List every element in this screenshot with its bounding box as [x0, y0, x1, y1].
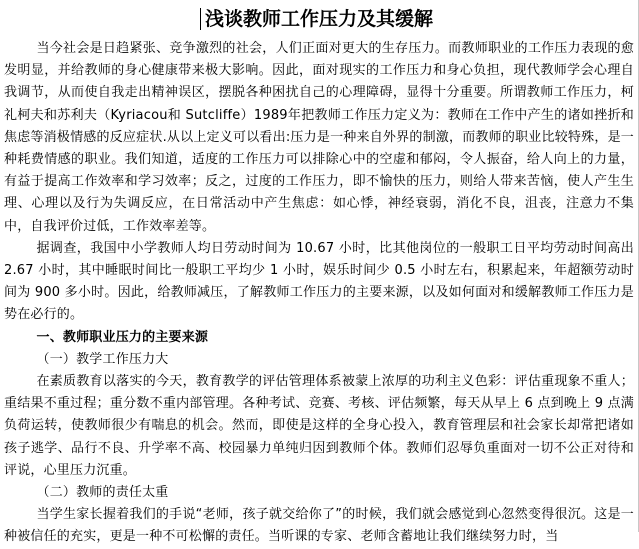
text-cursor	[200, 8, 201, 30]
article-title: 浅谈教师工作压力及其缓解	[205, 8, 434, 30]
paragraph-responsibility: 当学生家长握着我们的手说“老师，孩子就交给你了”的时候，我们就会感觉到心忽然变得很沉。这是一种被信任的充实，更是一种不可松懈的责任。当听课的专家、老师含蓄地让我们继续努力时，当	[4, 507, 634, 545]
paragraph-survey: 据调查，我国中小学教师人均日劳动时间为 10.67 小时，比其他岗位的一般职工日平均劳动时间高出 2.67 小时，其中睡眠时间比一般职工平均少 1 小时，娱乐时间少 0.5 小时左右，积累起来，年超额劳动时间为 900 多小时。因此，给教师减压，了解教师工作压力的主要来源，以及如何面对和缓解教师工作压力是势在必行的。	[4, 240, 634, 323]
subsection-heading-2: （二）教师的责任太重	[36, 485, 169, 501]
subsection-heading-1: （一）教学工作压力大	[36, 351, 169, 367]
paragraph-teaching-pressure: 在素质教育以落实的今天，教育教学的评估管理体系被蒙上浓厚的功利主义色彩：评估重现象不重人；重结果不重过程；重分数不重内部管理。各种考试、竞赛、考核、评估频繁，每天从早上 6 点到晚上 9 点满负荷运转，使教师很少有喘息的机会。然而，即使是这样的全身心投入，教育管理层和社会家长却常把诸如孩子逃学、品行不良、升学率不高、校园暴力单纯归因到教师个体。教师们忍辱负重面对一切不公正对待和评说，心里压力沉重。	[4, 374, 634, 478]
article-title-container	[200, 5, 433, 33]
article-body[interactable]	[4, 38, 634, 549]
section-heading-1: 一、教师职业压力的主要来源	[36, 329, 209, 345]
paragraph-intro: 当今社会是日趋紧张、竞争激烈的社会，人们正面对更大的生存压力。而教师职业的工作压力表现的愈发明显，并给教师的身心健康带来极大影响。因此，面对现实的工作压力和身心负担，现代教师学会心理自我调节，从而使自我走出精神误区，摆脱各种困扰自己的心理障碍，显得十分重要。所谓教师工作压力，柯礼柯夫和苏利夫（Kyriacou和 Sutcliffe）1989年把教师工作压力定义为：教师在工作中产生的诸如挫折和焦虑等消极情感的反应症状.从以上定义可以看出:压力是一种来自外界的制激，而教师的职业比较特殊，是一种耗费情感的职业。我们知道，适度的工作压力可以排除心中的空虚和郁闷，令人振奋，给人向上的力量，有益于提高工作效率和学习效率；反之，过度的工作压力，即不愉快的压力，则给人带来苦恼，使人产生生理、心理以及行为失调反应，在日常活动中产生焦虑：如心悸，神经衰弱，消化不良，沮丧，注意力不集中，自我评价过低，工作效率差等。	[4, 41, 634, 234]
